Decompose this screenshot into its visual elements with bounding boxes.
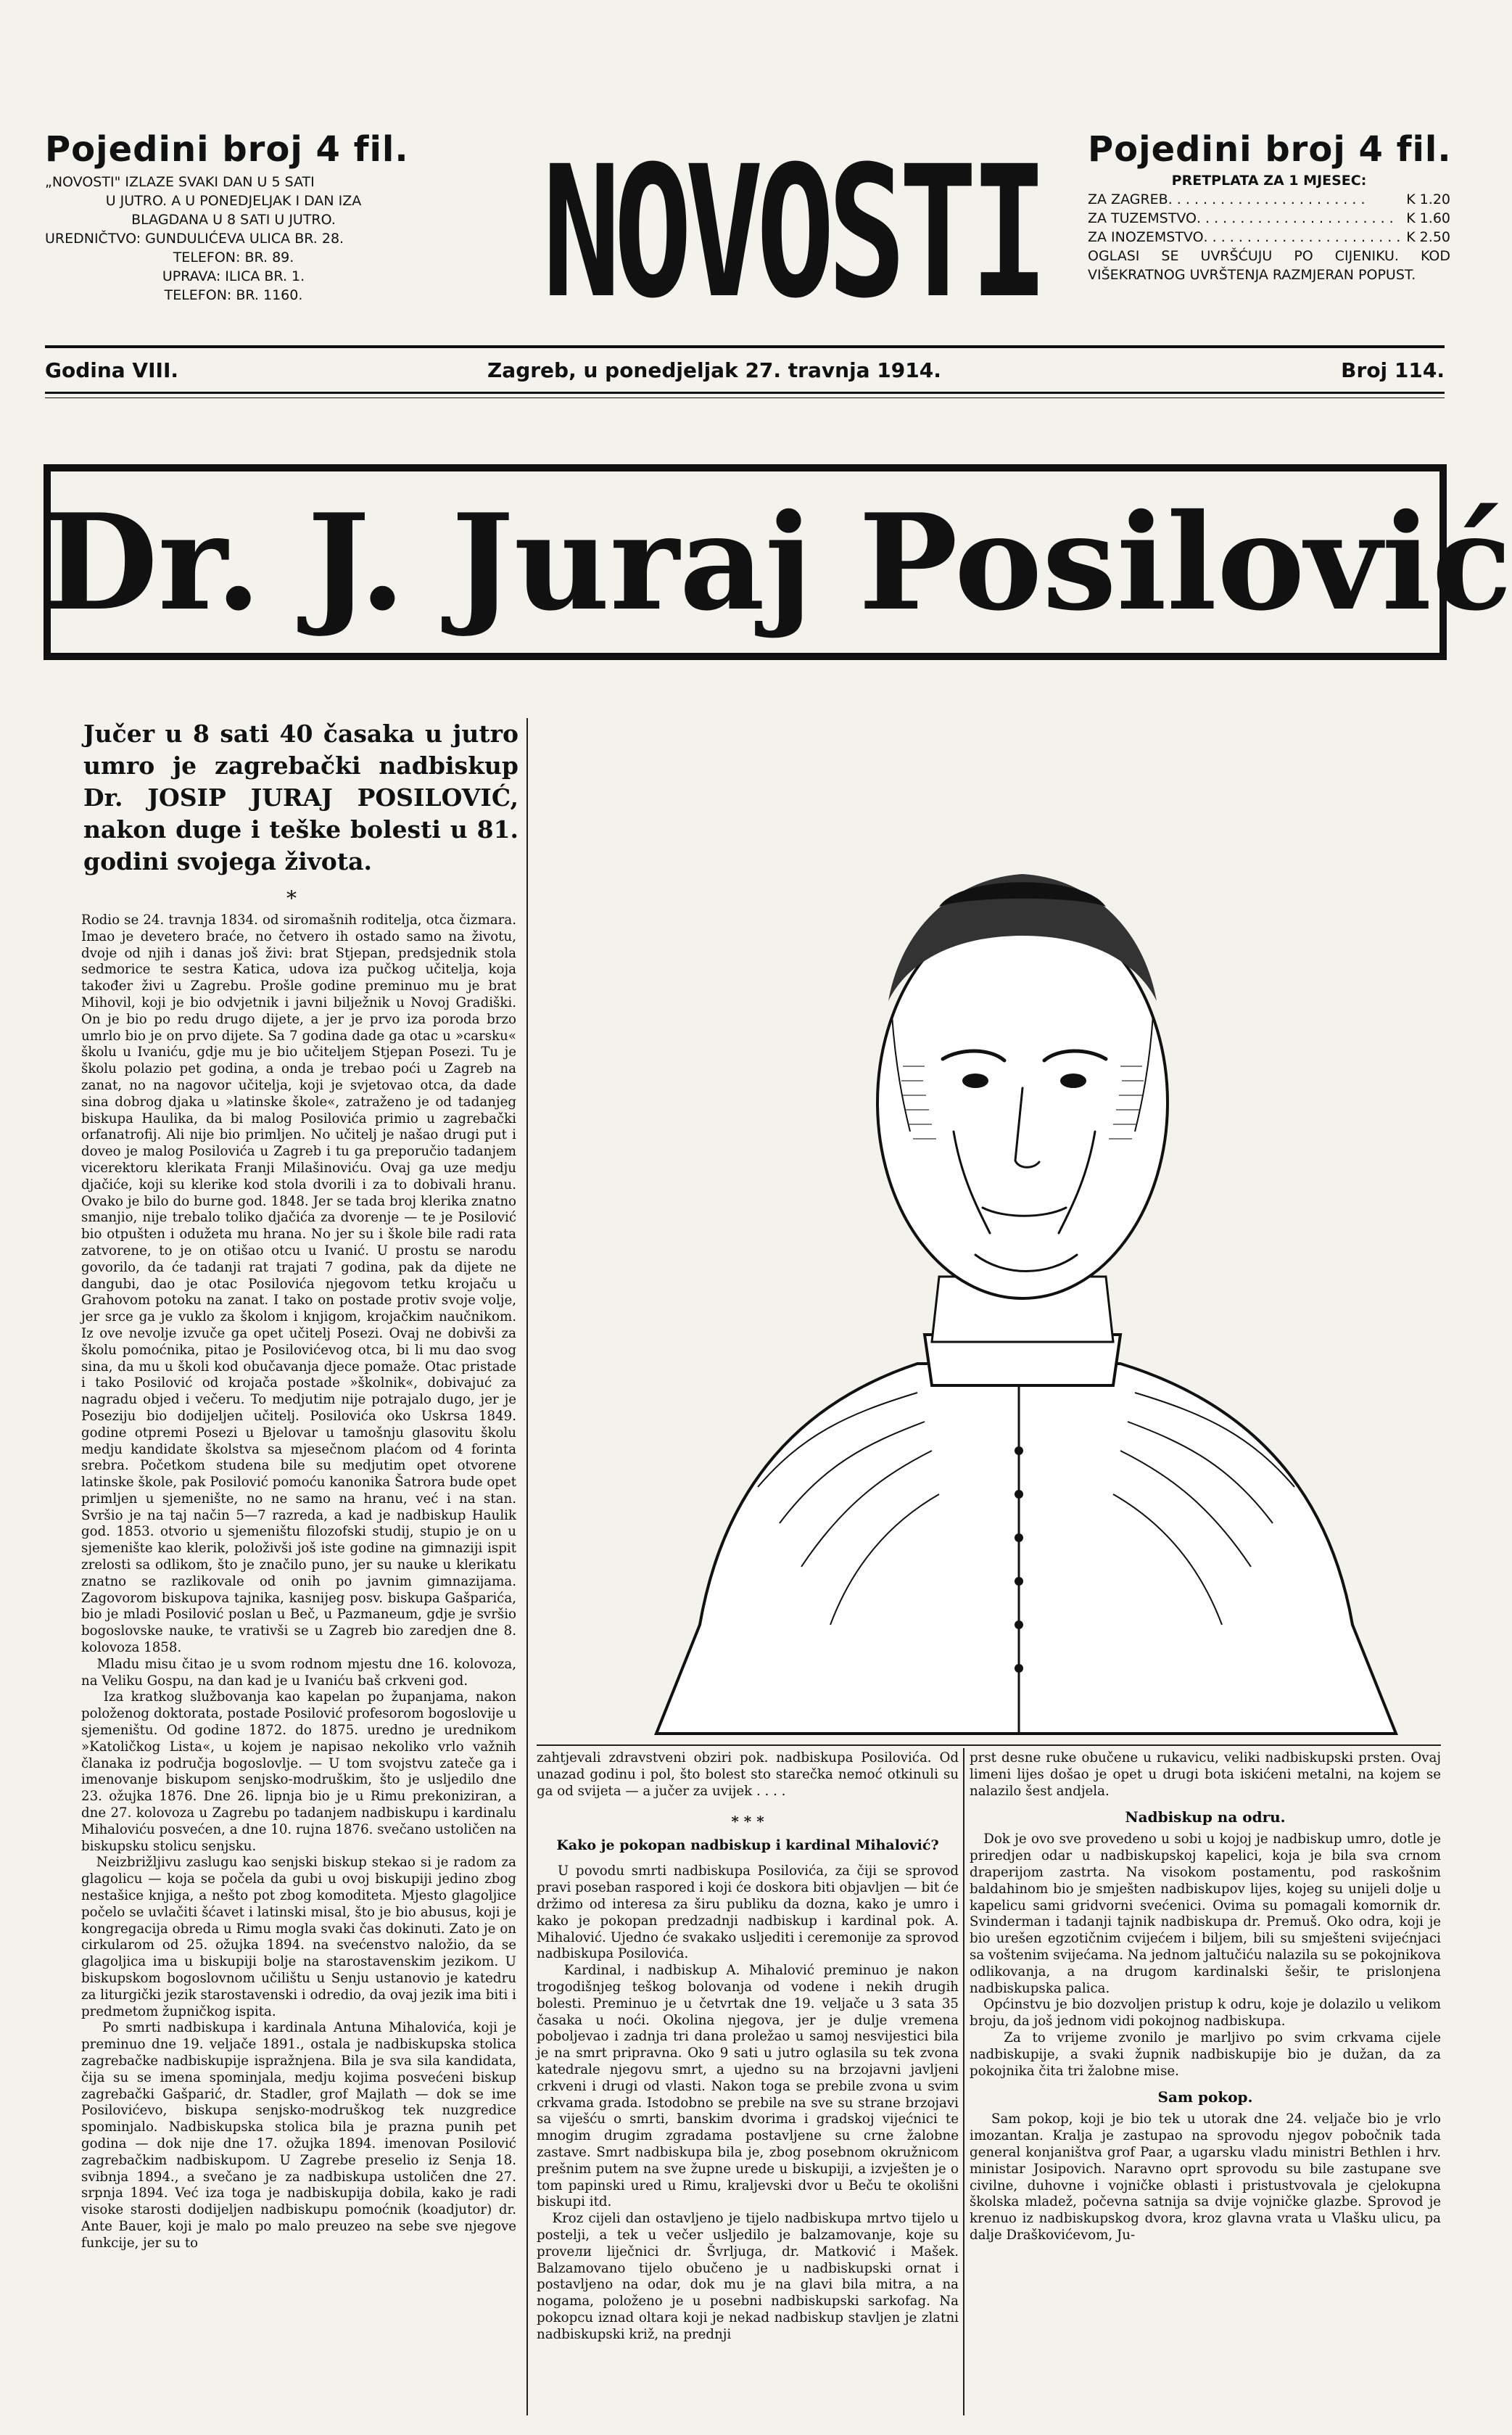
ads-note: OGLASI SE UVRŠĆUJU PO CIJENIKU. KOD VIŠEKRATNOG UVRŠTENJA RAZMJERAN POPUST. [1088, 248, 1450, 283]
rate-price: K 1.60 [1406, 210, 1450, 226]
masthead-rule [45, 345, 1445, 348]
price-right: Pojedini broj 4 fil. [1088, 129, 1452, 170]
newspaper-logo: NOVOSTI [542, 127, 1041, 338]
section-heading-odar: Nadbiskup na odru. [1125, 1808, 1286, 1826]
column-3-body-a: Dok je ovo sve provedeno u sobi u kojoj je nadbiskup umro, dotle je priredjen odar u nadbiskupskoj kapelici, koja je bila sva crnom draperijom zastrta. Na visokom postamentu, pod raskošnim baldahinom bio je smješten nadbiskupov lijes, kojeg su unijeli dolje u kapelicu sami gridvorni svećenici. Ovima su pomagali komornik dr. Svinderman i tadanji tajnik nadbiskupa dr. Premuš. Oko odra, koji je bio urešen egzotičnim cvijećem i biljem, bili su smješteni svijećnjaci sa voštenim svijećama. Na jednom jaltučiću nalazila su se pokojnikova odlikovanja, a na drugom kardinalski šešir, te prislonjena nadbiskupska palica. Općinstvu je bio dozvoljen pristup k odru, koje je dolazilo u velikom broju, da još jednom vidi pokojnog nadbiskupa. Za to vrijeme zvonilo je marljivo po svim crkvama cijele nadbiskupije, a svaki župnik nadbiskupije bio je dužan, da za pokojnika čita tri žalobne mise. [970, 1832, 1441, 2079]
column-2-top: zahtjevali zdravstveni obziri pok. nadbiskupa Posilovića. Od unazad godinu i pol, što bolest sto starečka nemoć otkinuli su ga od svijeta — a jučer za uvijek . . . . [537, 1750, 963, 1799]
dateline [45, 355, 1445, 387]
info-line: „NOVOSTI" IZLAZE SVAKI DAN U 5 SATI [45, 174, 315, 190]
section-heading-kardinal: Kako je pokopan nadbiskup i kardinal Mihalović? [556, 1837, 939, 1854]
dateline-rule-thin [45, 397, 1445, 398]
rate-place: ZA ZAGREB [1088, 191, 1168, 207]
column-2-body: U povodu smrti nadbiskupa Posilovića, za čiji se sprovod pravi poseban raspored i koji će doskora biti objavljen — bit će držimo od interesa za širu publiku da doznа, kako je umro i kako je pokopan predzadnji nadbiskup i kardinal pok. A. Mihalović. Ujedno će svakako usljediti i ceremonije za sprovod nadbiskupa Posilovića. Kardinal, i nadbiskup A. Mihalović preminuo je nakon trogodišnjeg teškog bolovanja od vodene i nekih drugih bolesti. Preminuo je u četvrtak dne 19. veljače u 3 sata 35 časaka u noći. Okolina njegova, jer je dulje vremena poboljevao i zadnja tri dana proležao u samoj nesvijestici bila je na smrt pripravna. Oko 9 sati u jutro oglasila su tek zvona katedrale njegovu smrt, a ujedno su na brzojavni javljeni crkveni i drugi od vlasti. Nakon toga se prebile zvona u svim crkvama grada. Istodobno se prebile na sve su strane brzojavi sa viješću o smrti, banskim dvorima i gradskoj vijećnici te mnogim drugim zgradama postavljene su crne žalobne zastave. Smrt nadbiskupa bila je, zbog posebnom okružnicom prešnim putem na sve župne urede u biskupiji, a izvješten je o tom papinski ured u Rimu, kraljevski dvor u Beču te okolišni biskupi itd. Kroz cijeli dan ostavljeno je tijelo nadbiskupa mrtvo tijelo u postelji, a tek u večer usljedilo je balzamovanje, koje su provели liječnici dr. Švrljuga, dr. Matković i Mašek. Balzamovano tijelo obučeno je u nadbiskupski ornat i postavljeno na odar, dok mu je na glavi bila mitra, a na nogama, položeno je u posebni nadbiskupski sarkofag. Na pokopcu iznad oltara koji je nekad nadbiskup stavljen je zlatni nadbiskupski križ, na prednji [537, 1863, 959, 2342]
column-3-top: prst desne ruke obučene u rukavicu, veliki nadbiskupski prsten. Ovaj limeni lijes došao je opet u drugi bota iskićeni metalni, na kojem se nalazilo šest andjela. [970, 1750, 1445, 1799]
separator-stars: * * * [731, 1813, 764, 1831]
rate-place: ZA INOZEMSTVO [1088, 229, 1204, 245]
info-line: UPRAVA: ILICA BR. 1. [162, 268, 305, 284]
subscription-title: PRETPLATA ZA 1 MJESEC: [1171, 173, 1367, 189]
portrait-illustration [613, 725, 1429, 1734]
rate-price: K 2.50 [1406, 229, 1450, 245]
rate-price: K 1.20 [1406, 191, 1450, 207]
column-divider [526, 718, 528, 2415]
price-left: Pojedini broj 4 fil. [45, 129, 409, 170]
article-column-1: Rodio se 24. travnja 1834. od siromašnih roditelja, otca čizmara. Imao je devetero braće, no četvero ih ostado samo na životu, dvoje od njih i danas još živi: brat Stjepan, predsjednik stola sedmorice te sestra Katica, udova iza pučkog učitelja, koja također živi u Zagrebu. Prošle godine preminuo mu je brat Mihovil, koji je bio odvjetnik i javni bilježnik u Novoj Gradiški. On je bio po redu drugo dijete, a jer je prvo iza poroda brzo umrlo bio je on prvo dijete. Sa 7 godina dade ga otac u »carsku« školu u Ivaniću, gdje mu je bio učiteljem Stjepan Posezi. Tu je školu polazio pet godina, a onda je trebao poći u Zagreb na zanat, no na nagovor učitelja, koji je svjetovao otca, da dade sina dobrog djaka u »latinske škole«, zatraženo je od tadanjeg biskupa Haulika, da bi malog Posilovića primio u zagrebački orfanatrofij. Ali nije bio primljen. No učitelj je našao drugi put i doveo je malog Posilovića u Zagreb i tu ga preporučio tadanjem vicerektoru klerikata Franji Milašinoviću. Ovaj ga uze medju djačiće, koji su klerike kod stola dvorili i za to dobivali hranu. Ovako je bilo do burne god. 1848. Jer se tada broj klerika znatno smanjio, nije trebalo toliko djačića za dvorenje — te je Posilović bio otpušten i odužeta mu hrana. No jer su i škole bile radi rata zatvorene, to je on otišao otcu u Ivanić. U prostu se narodu govorilo, da će tadanji rat trajati 7 godina, pak da dijete ne dangubi, dao je otac Posilovića njegovom tetku krojaču u Grahovom potoku na zanat. I tako on postade protiv svoje volje, jer srce ga je vuklo za školom i knjigom, krojačkim naučnikom. Iz ove nevolje izvuče ga opet učitelj Posezi. Ovaj ne dobivši za školu pomoćnika, pitao je Posilovićevog otca, bi li mu dao svog sina, da mu u školi kod obučavanja djece pomaže. Otac pristade i tako Posilović od krojača postade »školnik«, dobivajuć za nagradu objed i večeru. To medjutim nije potrajalo dugo, jer je Poseziju bio dodijeljen učitelj. Posilovića oko Uskrsa 1849. godine otpremi Posezi u Bjelovar u tamošnju glasovitu školu medju kandidate školstva sa mjesečnom plaćom od 4 forinta srebra. Početkom studena bile su medjutim opet otvorene latinske škole, pak Posilović pomoću kanonika Šatrora bude opet primljen u sjemenište, no ne samo na hranu, već i na stan. Svršio je na taj način 5—7 razreda, a kad je nadbiskup Haulik god. 1853. otvorio u sjemeništu filozofski studij, stupio je on u sjemenište kao klerik, položivši još iste godine na gimnaziji ispit zrelosti sa odlikom, što je značilo puno, jer su nauke u klerikatu znatno se razlikovale od onih po javnim gimnazijama. Zagovorom biskupova tajnika, kasnijeg posv. biskupa Gašparića, bio je mladi Posilović poslan u Beč, u Pazmaneum, gdje je svršio bogoslovske nauke, te vrativši se u Zagreb bio zaredjen dne 8. kolovoza 1858. Mladu misu čitao je u svom rodnom mjestu dne 16. kolovoza, na Veliku Gospu, na dan kad je u Ivaniću baš crkveni god. Iza kratkog službovanja kao kapelan po županjama, nakon položenog doktorata, postade Posilović profesorom bogoslovije u sjemeništu. Od godine 1872. do 1875. uredno je urednikom »Katoličkog Lista«, u kojem je napisao nekoliko vrlo važnih članaka iz područja bogoslovlje. — U tom svojstvu zateče ga i imenovanje biskupom senjsko-modruškim, što je usljedilo dne 23. ožujka 1876. Dne 26. lipnja bio je u Rimu prekoniziran, a dne 27. kolovoza u Zagrebu po tadanjem nadbiskupu i kardinalu Mihaloviću posvećen, a dne 10. rujna 1876. svečano ustoličen na biskupsku stolicu senjsku. Neizbrižljivu zaslugu kao senjski biskup stekao si je radom za glagolicu — koja se počela da gubi u ovoj biskupiji jedino zbog nestašice knjiga, a nešto pot zbog komoditeta. Mjesto glagoljice počelo se uvlačiti šćavet i latinski misal, što je bio abusus, koji je kongregacija obreda u Rimu mogla svaki čas dokinuti. Zato je on cirkularom od 25. ožujka 1894. na svećenstvo naložio, da se glagoljica ima u biskupiji bolje na starostavenskim jezikom. U biskupskom bogoslovnom učilištu u Senju ustanovio je katedru za liturgički jezik starostavenski i odredio, da ovaj jezik ima biti i predmetom župničkog ispita. Po smrti nadbiskupa i kardinala Antuna Mihalovića, koji je preminuo dne 19. veljače 1891., ostala je nadbiskupska stolica zagrebačke nadbiskupije ispražnjena. Bila je sva sila kandidata, čija su se imena spominjala, medju kojima posvećeni biskup zagrebački Gašparić, dr. Stadler, grof Majlath — dok se ime Posilovićevo, biskupa senjsko-modruškog tek nuzgredice spominjalo. Nadbiskupska stolica bila je prazna punih pet godina — dok nije dne 17. ožujka 1894. imenovan Posilović zagrebačkim nadbiskupom. U Zagrebe preselio iz Senja 18. svibnja 1894., a svečano je za nadbiskupa ustoličen dne 27. srpnja 1894. Već iza toga je nadbiskupija dobila, kako je radi visoke starosti dodijeljen nadbiskupu pomoćnik (koadjutor) dr. Ante Bauer, koji je malo po malo preuzeo na sebe sve njegove funkcije, jer su to [81, 912, 516, 2251]
rate-place: ZA TUZEMSTVO [1088, 210, 1197, 226]
section-heading-pokop: Sam pokop. [1157, 2088, 1253, 2106]
column-divider [963, 1748, 964, 2415]
info-line: TELEFON: BR. 1160. [164, 287, 303, 303]
columns-top-rule [537, 1744, 1441, 1746]
year-label: Godina VIII. [45, 358, 178, 382]
column-3-body-b: Sam pokop, koji je bio tek u utorak dne 24. veljače bio je vrlo imozantan. Kralja je zastupao na sprovodu njegov pobočnik tada general konjaništva grof Paar, a ugarsku vladu ministri Bethlen i hrv. ministar Josipovich. Naravno oprt sprovodu su bile zastupane sve civilne, duhovne i vojničke oblasti i pristustvovala je cjelokupna školska mladež, počevna satnija sa dvije vojničke glazbe. Sprovod je krenuo iz nadbiskupskog dvora, kroz glavna vrata u Vlašku ulicu, pa dalje Draškovićevom, Ju- [970, 2111, 1445, 2243]
article-column-2 [537, 1750, 963, 2418]
article-column-3 [970, 1750, 1445, 2418]
headline: Dr. J. Juraj Posilović [44, 485, 1512, 640]
date-label: Zagreb, u ponedjeljak 27. travnja 1914. [487, 358, 941, 382]
rate-row [1088, 209, 1450, 228]
rate-row [1088, 190, 1450, 209]
publisher-info [45, 173, 422, 305]
info-line: TELEFON: BR. 89. [173, 250, 294, 265]
info-line: U JUTRO. A U PONEDJELJAK I DAN IZA [105, 193, 362, 209]
dateline-rule [45, 392, 1445, 394]
subscription-info [1088, 171, 1450, 284]
separator-star: * [286, 886, 297, 910]
info-line: UREDNIČTVO: GUNDULIĆEVA ULICA BR. 28. [45, 231, 344, 247]
info-line: BLAGDANA U 8 SATI U JUTRO. [131, 212, 336, 228]
issue-label: Broj 114. [1341, 358, 1445, 382]
rate-row [1088, 228, 1450, 247]
lead-paragraph: Jučer u 8 sati 40 časaka u jutro umro je zagrebački nadbiskup Dr. JOSIP JURAJ POSILOVIĆ, nakon duge i teške bolesti u 81. godini svojega života. [83, 720, 519, 875]
